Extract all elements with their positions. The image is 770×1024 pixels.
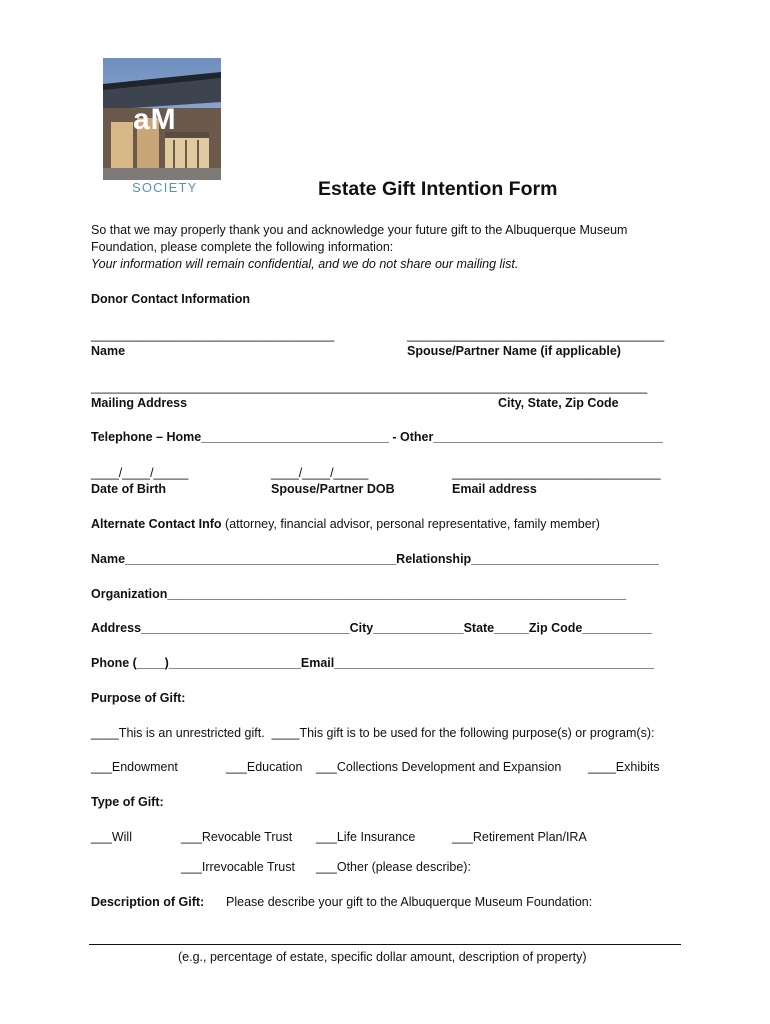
alternate-name-relationship-fields[interactable]: Name_______________________________________Relationship___________________________ [91, 552, 659, 566]
mailing-address-field[interactable]: ________________________________________________________________________________ [91, 380, 648, 394]
description-heading: Description of Gift: [91, 895, 205, 909]
alternate-organization-field[interactable]: Organization__________________________________________________________________ [91, 587, 627, 601]
donor-heading: Donor Contact Information [91, 292, 251, 306]
type-heading: Type of Gift: [91, 795, 164, 809]
will-option[interactable]: ___Will [91, 830, 132, 844]
logo-mark: aM [133, 103, 177, 136]
alternate-phone-email-fields[interactable]: Phone (____)___________________Email______________________________________________ [91, 656, 655, 670]
description-line[interactable] [89, 944, 681, 945]
other-option[interactable]: ___Other (please describe): [316, 860, 471, 874]
logo-society-text: SOCIETY [132, 180, 198, 195]
irrevocable-trust-option[interactable]: ___Irrevocable Trust [181, 860, 295, 874]
email-label: Email address [452, 482, 537, 496]
am-society-logo [103, 58, 221, 180]
intro-line-2: Foundation, please complete the following information: [91, 240, 394, 254]
alternate-heading: Alternate Contact Info [91, 517, 222, 531]
retirement-plan-option[interactable]: ___Retirement Plan/IRA [452, 830, 587, 844]
page-title: Estate Gift Intention Form [318, 178, 558, 200]
intro-line-1: So that we may properly thank you and acknowledge your future gift to the Albuquerque Museum [91, 223, 628, 237]
name-label: Name [91, 344, 126, 358]
spouse-name-field[interactable]: _____________________________________ [407, 328, 665, 342]
email-field[interactable]: ______________________________ [452, 466, 661, 480]
collections-option[interactable]: ___Collections Development and Expansion [316, 760, 562, 774]
name-field[interactable]: ___________________________________ [91, 328, 335, 342]
spouse-name-label: Spouse/Partner Name (if applicable) [407, 344, 621, 358]
life-insurance-option[interactable]: ___Life Insurance [316, 830, 416, 844]
confidentiality-note: Your information will remain confidential, and we do not share our mailing list. [91, 257, 519, 271]
spouse-dob-label: Spouse/Partner DOB [271, 482, 395, 496]
dob-label: Date of Birth [91, 482, 166, 496]
city-state-zip-label: City, State, Zip Code [498, 396, 619, 410]
revocable-trust-option[interactable]: ___Revocable Trust [181, 830, 293, 844]
purpose-heading: Purpose of Gift: [91, 691, 186, 705]
exhibits-option[interactable]: ____Exhibits [588, 760, 660, 774]
dob-field[interactable]: ____/____/_____ [91, 466, 189, 480]
alternate-heading-note: (attorney, financial advisor, personal representative, family member) [221, 517, 600, 531]
description-example: (e.g., percentage of estate, specific dollar amount, description of property) [178, 950, 587, 964]
education-option[interactable]: ___Education [226, 760, 303, 774]
mailing-address-label: Mailing Address [91, 396, 188, 410]
alternate-heading-row [91, 517, 600, 532]
telephone-fields[interactable]: Telephone – Home___________________________ - Other_________________________________ [91, 430, 663, 444]
purpose-options[interactable]: ____This is an unrestricted gift. ____This gift is to be used for the following purpose(s) or program(s): [91, 726, 655, 740]
endowment-option[interactable]: ___Endowment [91, 760, 178, 774]
alternate-address-fields[interactable]: Address______________________________City_____________State_____Zip Code__________ [91, 621, 652, 635]
spouse-dob-field[interactable]: ____/____/_____ [271, 466, 369, 480]
description-prompt: Please describe your gift to the Albuquerque Museum Foundation: [226, 895, 593, 909]
